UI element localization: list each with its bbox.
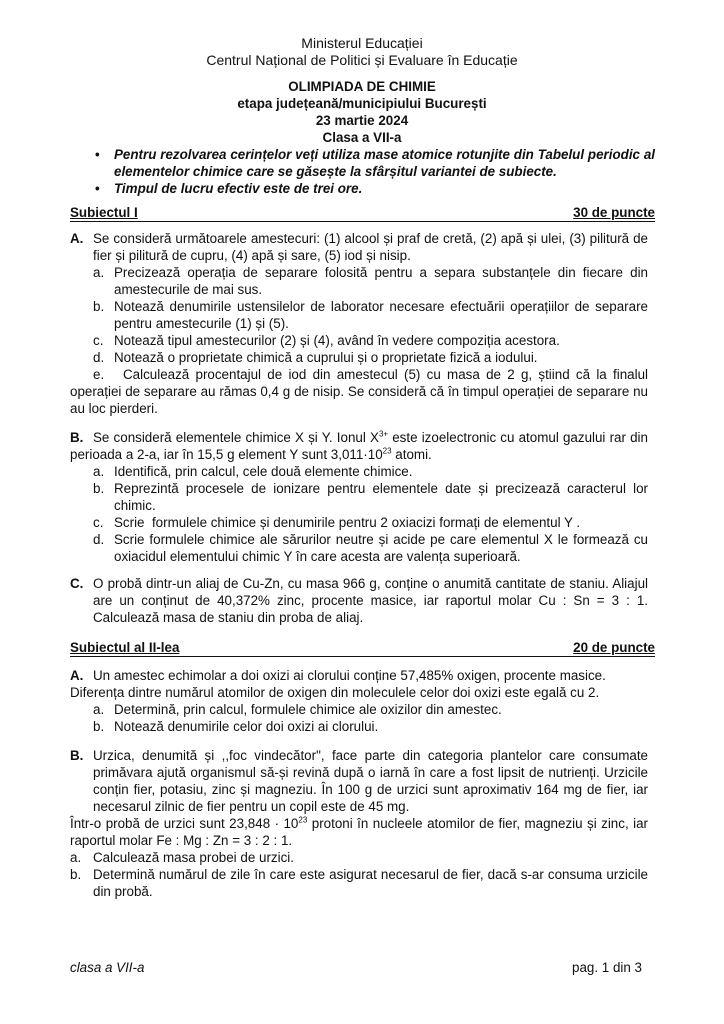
instruction-2: Timpul de lucru efectiv este de trei ore. [114,181,363,196]
item-label: a. [70,850,82,865]
s1-c-text: O probă dintr-un aliaj de Cu-Zn, cu masa 966 g, conține o anumită cantitate de staniu. Aliajul are un conținut de 40,372% zinc, procente masice, iar raportul molar Cu : Sn = 3 : 1. Calculează masa de staniu din proba de aliaj. [93,576,648,625]
data-text: Într-o probă de urzici sunt 23,848 · 10 [70,816,299,831]
bullet-icon: • [95,181,100,196]
s1-a-item-c: Notează tipul amestecurilor (2) și (4), având în vedere compoziția acestora. [114,333,560,348]
item-label: b. [93,299,105,314]
item-label: e. [93,367,105,382]
s2-a-item-b: Notează denumirile celor doi oxizi ai clorului. [114,719,379,734]
s1-a-item-a: Precizează operația de separare folosită pentru a separa substanțele din fiecare din amestecurile de mai sus. [114,265,648,297]
bullet-icon: • [95,147,100,162]
exam-date: 23 martie 2024 [315,113,409,128]
s1-a-item-b: Notează denumirile ustensilelor de laborator necesare efectuării operațiilor de separare pentru amestecurile (1) și (5). [114,299,648,331]
section-label: A. [70,231,84,246]
section-label: A. [70,668,84,683]
ion-charge: 3+ [378,429,389,439]
s2-b-item-a: Calculează masa probei de urzici. [93,850,294,865]
item-label: b. [93,481,105,496]
center-name: Centrul Național de Politici și Evaluare în Educație [206,52,518,68]
s1-b-item-d: Scrie formulele chimice ale sărurilor neutre și acide pe care elementul X le formează cu oxiacidul elementului chimic Y în care acesta are valența superioară. [114,532,648,564]
section-label: C. [70,576,84,591]
item-label: d. [93,532,105,547]
document-title: OLIMPIADA DE CHIMIE [288,79,436,94]
s2-b-item-b: Determină numărul de zile în care este asigurat necesarul de fier, dacă s-ar consuma urzicile din probă. [93,867,648,899]
s1-a-item-e [70,366,648,417]
subject-1-header [70,204,655,222]
grade-label: Clasa a VII-a [322,130,402,145]
footer-grade: clasa a VII-a [70,960,145,975]
section-label: B. [70,430,84,445]
item-label: d. [93,350,105,365]
intro-text: este izoelectronic cu atomul gazului rar din perioada a 2-a, iar în 15,5 g element Y sunt 3,011·10 [70,430,648,462]
s1-a-intro: Se consideră următoarele amestecuri: (1) alcool și praf de cretă, (2) apă și ulei, (3) pilitură de fier și pilitură de cupru, (4) apă și sare, (5) iod și nisip. [93,231,648,263]
subject-1-title: Subiectul I [70,205,138,220]
exponent: 23 [382,446,392,456]
subject-2-header [70,639,655,657]
subject-2-title: Subiectul al II-lea [70,640,180,655]
s2-b-data [70,815,648,849]
s1-b-item-b: Reprezintă procesele de ionizare pentru elementele date și precizează caracterul lor chimic. [114,481,648,513]
s2-b-intro: Urzica, denumită și ,,foc vindecător", face parte din categoria plantelor care consumate primăvara ajută organismul să-și revină după o iarnă în care a fost lipsit de nutrienți. Urzicile conțin fier, potasiu, zinc și magneziu. În 100 g de urzici sunt aproximativ 164 mg de fier, iar necesarul zilnic de fier pentru un copil este de 45 mg. [93,748,648,814]
subject-1-points: 30 de puncte [573,205,655,220]
item-label: a. [93,464,105,479]
section-label: B. [70,748,84,763]
item-label: c. [93,333,104,348]
s1-b-item-c: Scrie formulele chimice și denumirile pentru 2 oxiacizi formați de elementul Y . [114,515,581,530]
item-label: a. [93,702,105,717]
item-text: Calculează procentajul de iod din amestecul (5) cu masa de 2 g, știind că la finalul operației de separare au rămas 0,4 g de nisip. Se consideră că în timpul operației de separare nu au loc pierderi. [70,367,648,416]
intro-text: Se consideră elementele chimice X și Y. Ionul X [93,430,379,445]
item-label: c. [93,515,104,530]
subject-2-points: 20 de puncte [573,640,655,655]
data-text: protoni în nucleele atomilor de fier, magneziu și zinc, iar raportul molar Fe : Mg : Zn = 3 : 2 : 1. [70,816,648,848]
exponent: 23 [298,815,308,825]
s2-a-intro: Un amestec echimolar a doi oxizi ai clorului conține 57,485% oxigen, procente masice. [93,668,606,683]
s1-b-intro [70,429,648,463]
ministry-name: Ministerul Educației [301,35,423,51]
instruction-1: Pentru rezolvarea cerințelor veți utiliza mase atomice rotunjite din Tabelul periodic al elementelor chimice care se găsește la sfârșitul variantei de subiecte. [114,147,655,179]
item-label: b. [70,867,82,882]
item-label: b. [93,719,105,734]
stage-label: etapa județeană/municipiului București [237,96,487,111]
page-number: pag. 1 din 3 [572,960,642,975]
s2-a-intro-2: Diferența dintre numărul atomilor de oxigen din moleculele celor doi oxizi este egală cu 2. [70,685,600,700]
intro-text: atomi. [391,447,432,462]
s1-a-item-d: Notează o proprietate chimică a cuprului și o proprietate fizică a iodului. [114,350,538,365]
s2-a-item-a: Determină, prin calcul, formulele chimice ale oxizilor din amestec. [114,702,502,717]
s1-b-item-a: Identifică, prin calcul, cele două elemente chimice. [114,464,413,479]
item-label: a. [93,265,105,280]
